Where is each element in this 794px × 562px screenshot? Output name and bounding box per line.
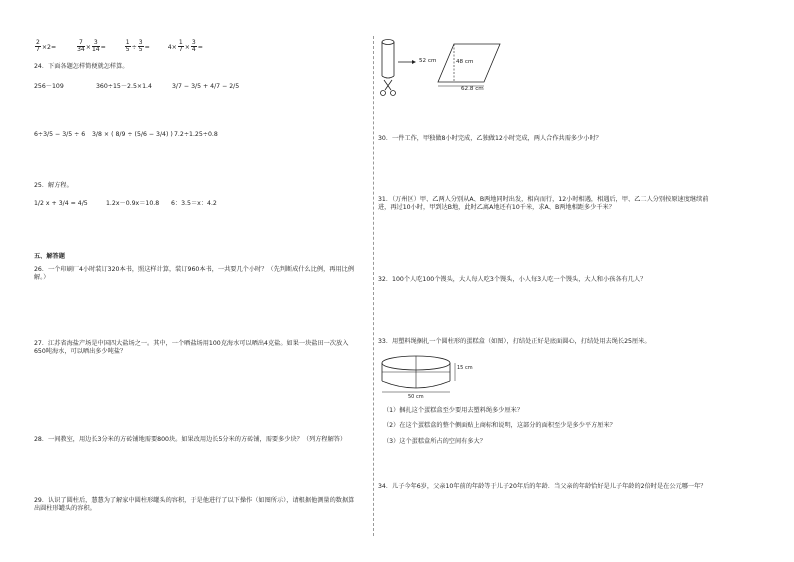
- q25-eq-a: 1/2 x + 3/4 = 4/5: [34, 200, 88, 207]
- q25-eq-b: 1.2x－0.9x＝10.8: [106, 200, 160, 207]
- question-33-part-1: （1）捆扎这个蛋糕盒至少要用去塑料绳多少厘米？: [383, 407, 524, 414]
- q24-expr-a: 256－109: [34, 83, 64, 90]
- question-27: 27．江苏省海盐产场是中国四大盐场之一。其中，一个晒盐场用100克海水可以晒出4克盐。如果一块盐田一次放入650吨海水，可以晒出多少吨盐？: [34, 340, 349, 356]
- can-label-figure: [374, 36, 504, 102]
- question-31: 31．（万州区）甲、乙两人分别从A、B两地同时出发，相向而行，12小时相遇，相遇后，甲、乙二人分别按原速度继续前进，再过10小时，甲到达B地，此时乙离A地还有10千米，求A、B两地相距多少千米？: [378, 196, 709, 212]
- q23-expr-4: 4× $\frac{1}{7}$ × $\frac{3}{4}$ =: [167, 39, 203, 54]
- q24-expr-b: 360÷15－2.5×1.4: [96, 83, 152, 90]
- q23-expr-1: $\frac{2}{7}$ ×2=: [36, 39, 57, 54]
- cake-height-label: 15 cm: [457, 365, 473, 371]
- q24-expr-f: 7.2÷1.25÷0.8: [174, 131, 218, 138]
- q23-expr-2: $\frac{7}{34}$ × $\frac{3}{14}$ =: [77, 39, 106, 54]
- q25-title: 25．解方程。: [34, 182, 73, 189]
- figure-label-52cm: 52 cm: [419, 58, 437, 64]
- q23-row: [34, 40, 203, 54]
- q25-eq-c: 6：3.5＝x：4.2: [171, 200, 217, 207]
- q24-expr-e: 3/8 × ( 8/9 ÷ (5/6 − 3/4) ): [92, 131, 173, 138]
- question-28: 28．一间教室，用边长3分米的方砖铺地需要800块。如果改用边长5分米的方砖铺，需要多少块？（列方程解答）: [34, 436, 347, 443]
- q24-expr-d: 6÷3/5 − 3/5 ÷ 6: [34, 131, 86, 138]
- figure-label-48cm: 48 cm: [456, 59, 474, 65]
- section-5-heading: 五、解答题: [34, 253, 65, 260]
- cake-box-figure: [376, 354, 466, 398]
- question-34: 34．儿子今年6岁，父亲10年前的年龄等于儿子20年后的年龄．当父亲的年龄恰好是儿子年龄的2倍时是在公元哪一年？: [378, 483, 707, 490]
- cake-diameter-label: 50 cm: [408, 394, 424, 400]
- question-30: 30．一件工作，甲独做8小时完成，乙独做12小时完成，两人合作共需多少小时？: [378, 135, 602, 142]
- column-divider: [373, 36, 374, 536]
- q24-title: 24．下面各题怎样简便就怎样算。: [34, 63, 129, 70]
- question-26: 26．一个印刷厂4小时装订320本书，照这样计算，装订960本书，一共要几个小时？（先判断成什么比例，再用比例解。）: [34, 266, 355, 282]
- question-33-part-3: （3）这个蛋糕盒所占的空间有多大？: [383, 438, 486, 445]
- question-32: 32．100个人吃100个馒头，大人每人吃3个馒头，小人每3人吃一个馒头，大人和小孩各有几人？: [378, 276, 647, 283]
- q23-expr-3: $\frac{1}{5}$ ÷ $\frac{3}{5}$ =: [125, 39, 150, 54]
- question-29: 29．认识了圆柱后，慧慧为了解家中圆柱形罐头的容积，于是他进行了以下操作（如图所示），请根据他测量的数据算出圆柱形罐头的容积。: [34, 497, 355, 513]
- figure-label-62-8cm: 62.8 cm: [461, 86, 484, 92]
- question-33-part-2: （2）在这个蛋糕盒的整个侧面贴上商标和说明，这部分的面积至少是多少平方厘米？: [383, 422, 616, 429]
- question-33: 33．用塑料绳捆扎一个圆柱形的蛋糕盒（如图），打结处正好是底面圆心，打结处用去绳长25厘米。: [378, 338, 651, 345]
- q24-expr-c: 3/7 − 3/5 + 4/7 − 2/5: [172, 83, 240, 90]
